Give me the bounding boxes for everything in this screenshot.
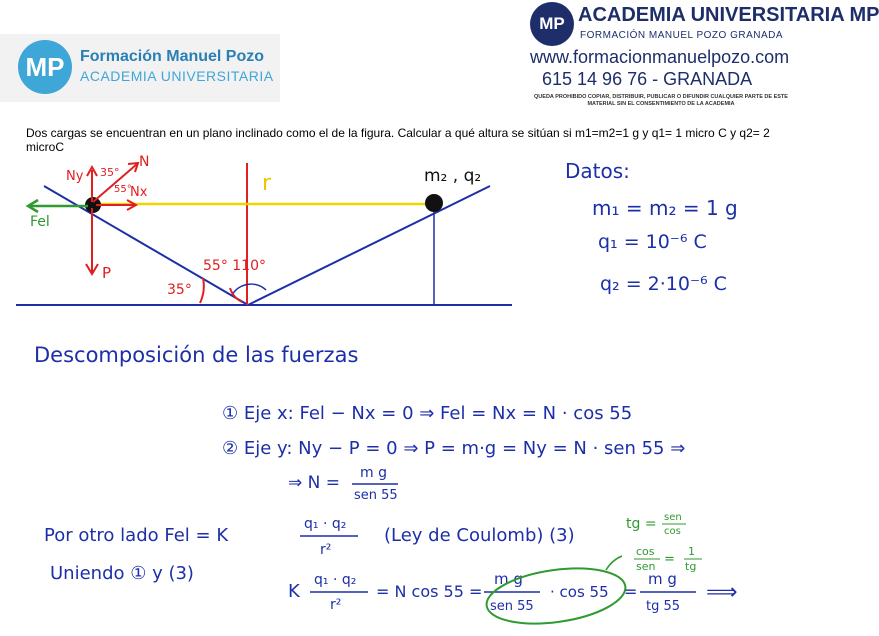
final-k: K xyxy=(288,581,300,602)
final-cos: · cos 55 xyxy=(550,583,609,601)
datos-title: Datos: xyxy=(565,159,630,183)
final-middle: = N cos 55 = xyxy=(376,582,483,601)
label-p: P xyxy=(102,264,112,282)
note-tg-denominator: cos xyxy=(664,526,681,537)
coulomb-prefix: Por otro lado Fel = K xyxy=(44,525,229,546)
decomposition-heading: Descomposición de las fuerzas xyxy=(34,343,359,367)
final-denominator-3: tg 55 xyxy=(646,599,681,614)
label-r: r xyxy=(262,171,272,196)
logo-line-2: ACADEMIA UNIVERSITARIA xyxy=(80,68,274,84)
charge-2 xyxy=(425,194,443,212)
equation-n-denominator: sen 55 xyxy=(354,488,398,503)
note-tg2: tg xyxy=(685,560,697,573)
equation-n-numerator: m g xyxy=(360,465,387,481)
logo-line-1: Formación Manuel Pozo xyxy=(80,48,265,65)
final-numerator-3: m g xyxy=(648,570,677,588)
label-55-110: 55° 110° xyxy=(203,258,266,274)
website-text: www.formacionmanuelpozo.com xyxy=(530,47,790,67)
label-m2q2: m₂ , q₂ xyxy=(424,166,482,186)
note-eq: = xyxy=(664,552,675,567)
note-tg: tg = xyxy=(626,516,657,532)
label-ny: Ny xyxy=(66,169,84,184)
final-denominator-2: sen 55 xyxy=(490,599,534,614)
equation-n-prefix: ⇒ N = xyxy=(288,473,341,493)
angle-arc-35 xyxy=(200,278,204,303)
brand-name: ACADEMIA UNIVERSITARIA MP xyxy=(578,4,879,26)
final-numerator-2: m g xyxy=(494,570,523,588)
label-n: N xyxy=(139,154,150,170)
coulomb-suffix: (Ley de Coulomb) (3) xyxy=(384,525,575,546)
mp-logo-icon: MP xyxy=(18,40,72,94)
label-nx: Nx xyxy=(130,185,148,200)
datos-q2: q₂ = 2·10⁻⁶ C xyxy=(600,273,727,295)
coulomb-numerator: q₁ · q₂ xyxy=(304,516,347,532)
brand-subtitle: FORMACIÓN MANUEL POZO GRANADA xyxy=(580,30,784,41)
label-fel: Fel xyxy=(30,214,50,230)
coulomb-denominator: r² xyxy=(320,542,332,558)
note-cos-denominator: sen xyxy=(636,560,656,573)
join-text: Uniendo ① y (3) xyxy=(50,563,194,584)
equation-x-axis: ① Eje x: Fel − Nx = 0 ⇒ Fel = Nx = N · cos 55 xyxy=(222,403,633,424)
implies-arrow: ⟹ xyxy=(706,580,738,605)
equation-y-axis: ② Eje y: Ny − P = 0 ⇒ P = m·g = Ny = N · sen 55 ⇒ xyxy=(222,438,686,459)
phone-text: 615 14 96 76 - GRANADA xyxy=(542,69,753,89)
angle-arc-110 xyxy=(232,284,266,295)
note-tg-numerator: sen xyxy=(664,512,682,523)
final-numerator-1: q₁ · q₂ xyxy=(314,572,357,588)
label-35-bottom: 35° xyxy=(167,282,192,298)
final-denominator-1: r² xyxy=(330,597,342,613)
label-55-small: 55° xyxy=(114,184,132,195)
datos-q1: q₁ = 10⁻⁶ C xyxy=(598,231,707,253)
problem-statement: Dos cargas se encuentran en un plano inclinado como el de la figura. Calcular a qué altura se sitúan si m1=m2=1 g y q1= 1 micro C y q2= 2 microC xyxy=(26,126,770,154)
note-one: 1 xyxy=(688,545,695,558)
final-equals: = xyxy=(624,582,638,601)
datos-masses: m₁ = m₂ = 1 g xyxy=(592,196,738,220)
note-cos-numerator: cos xyxy=(636,545,655,558)
mp-emblem-icon: MP xyxy=(530,2,574,46)
label-35-top: 35° xyxy=(100,166,120,179)
legal-notice: QUEDA PROHIBIDO COPIAR, DISTRIBUIR, PUBLICAR O DIFUNDIR CUALQUIER PARTE DE ESTE MATERIAL SIN EL CONSENTIMIENTO DE LA ACADEMIA xyxy=(534,94,788,107)
